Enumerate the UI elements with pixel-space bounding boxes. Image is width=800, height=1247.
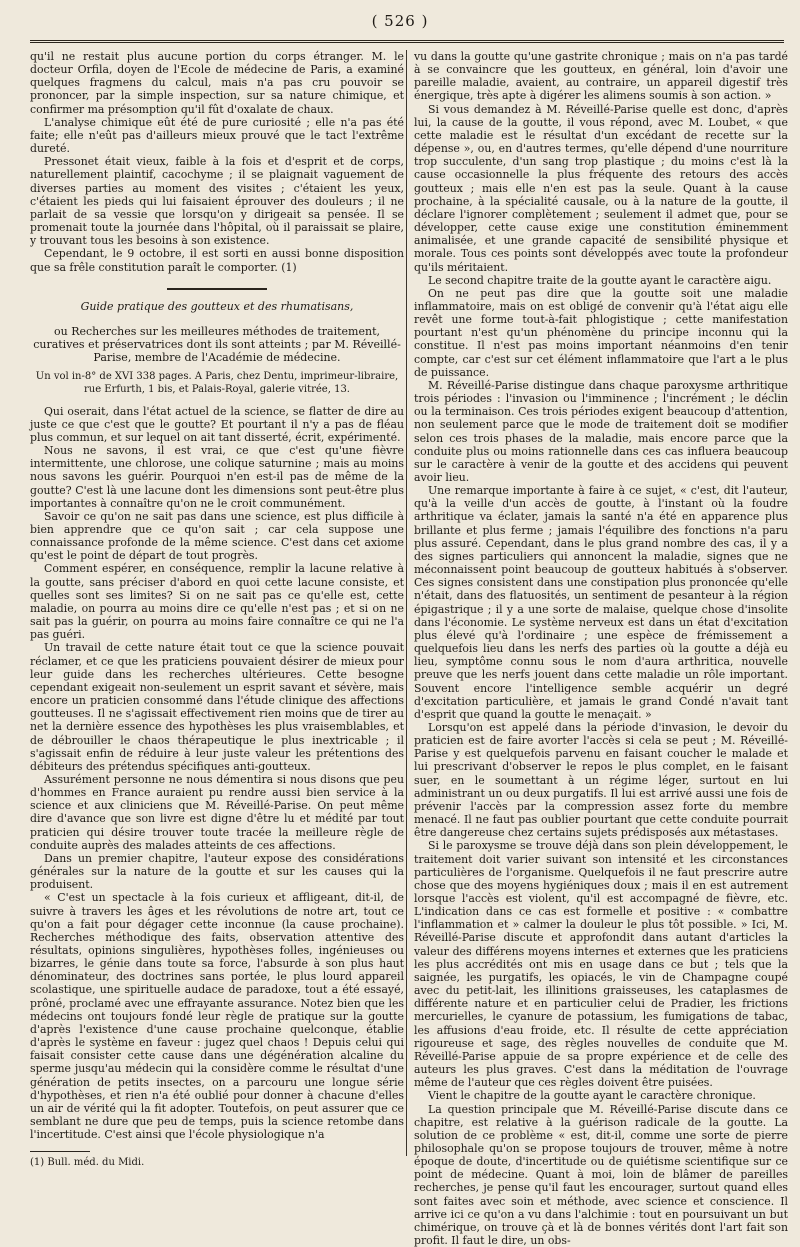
right-para-3: Le second chapitre traite de la goutte ayant le caractère aigu. bbox=[414, 274, 788, 287]
article-para-8: « C'est un spectacle à la fois curieux et affligeant, dit-il, de suivre à travers les âges et les révolutions de notre art, tout ce qu'on a fait pour dégager cette inconnue (la cause prochaine). Recherches méthodique des faits, observation attentive des résultats, opinions singulières, hypothèses folles, ingénieuses ou bizarres, le génie dans toute sa force, l'absurde à son plus haut dénominateur, des doctrines sans portée, le plus lourd appareil scolastique, une spirituelle audace de paradoxe, tout a été essayé, prôné, proclamé avec une effrayante assurance. Notez bien que les médecins ont toujours fondé leur règle de pratique sur la goutte d'après l'existence d'une cause prochaine quelconque, établie d'après le système en faveur : jugez quel chaos ! Depuis celui qui faisait consister cette cause dans une dégénération alcaline du sperme jusqu'au médecin qui la considère comme le résultat d'une génération de petits insectes, on a parcouru une longue série d'hypothèses, et rien n'a été oublié pour donner à chacune d'elles un air de vérité qui la fit adopter. Toutefois, on peut assurer que ce semblant ne dure que peu de temps, puis la science retombe dans l'incertitude. C'est ainsi que l'école physiologique n'a bbox=[30, 891, 404, 1141]
column-divider bbox=[406, 50, 407, 1156]
left-column bbox=[30, 50, 404, 1156]
right-para-5: M. Réveillé-Parise distingue dans chaque paroxysme arthritique trois périodes : l'invasion ou l'imminence ; l'incrément ; le déclin ou la terminaison. Ces trois périodes exigent beaucoup d'attention, non seulement parce que le mode de traitement doit se modifier selon ces trois phases de la maladie, mais encore parce que la conduite plus ou moins rationnelle dans ces cas influera beaucoup sur le caractère à venir de la goutte et des accidens qui peuvent avoir lieu. bbox=[414, 379, 788, 484]
left-para-4: Cependant, le 9 octobre, il est sorti en aussi bonne disposition que sa frêle constitution paraît le comporter. (1) bbox=[30, 247, 404, 273]
right-para-4: On ne peut pas dire que la goutte soit une maladie inflammatoire, mais on est obligé de convenir qu'à l'état aigu elle revêt une forme tout-à-fait phlogistique ; cette manifestation pourtant n'est qu'un phénomène du principe inconnu qui la constitue. Il n'est pas moins important néanmoins d'en tenir compte, car c'est sur cet élément inflammatoire que l'art a le plus de puissance. bbox=[414, 287, 788, 379]
right-para-10: La question principale que M. Réveillé-Parise discute dans ce chapitre, est relative à la guérison radicale de la goutte. La solution de ce problème « est, dit-il, comme une sorte de pierre philosophale qu'on se propose toujours de trouver, même à notre époque de doute, d'incertitude ou de quiétisme scientifique sur ce point de médecine. Quant à moi, loin de blâmer de pareilles recherches, je pense qu'il faut les encourager, surtout quand elles sont faites avec soin et méthode, avec science et conscience. Il arrive ici ce qu'on a vu dans l'alchimie : tout en poursuivant un but chimérique, on trouve çà et là de bonnes vérités dont l'art fait son profit. Il faut le dire, un obs- bbox=[414, 1103, 788, 1247]
left-para-1: qu'il ne restait plus aucune portion du corps étranger. M. le docteur Orfila, doyen de l'Ecole de médecine de Paris, a examiné quelques fragmens du calcul, mais n'a pas cru pouvoir se prononcer, par la simple inspection, sur sa nature chimique, et confirmer ma présomption qu'il fût d'oxalate de chaux. bbox=[30, 50, 404, 116]
footnote: (1) Bull. méd. du Midi. bbox=[30, 1156, 404, 1169]
right-column bbox=[414, 50, 788, 1156]
article-para-5: Un travail de cette nature était tout ce que la science pouvait réclamer, et ce que les praticiens pouvaient désirer de mieux pour leur guide dans les recherches ultérieures. Cette besogne cependant exigeait non-seulement un esprit savant et sévère, mais encore un praticien consommé dans l'étude clinique des affections goutteuses. Il ne s'agissait effectivement rien moins que de tirer au net la dernière essence des hypothèses les plus vraisemblables, et de débrouiller le chaos thérapeutique le plus inextricable ; il s'agissait enfin de réduire à leur juste valeur les prétentions des débiteurs des prétendus spécifiques anti-goutteux. bbox=[30, 641, 404, 773]
left-para-2: L'analyse chimique eût été de pure curiosité ; elle n'a pas été faite; elle n'eût pas d'ailleurs mieux prouvé que le tact l'extrême dureté. bbox=[30, 116, 404, 155]
right-para-9: Vient le chapitre de la goutte ayant le caractère chronique. bbox=[414, 1089, 788, 1102]
page-number: ( 526 ) bbox=[0, 12, 800, 30]
article-bibliography: Un vol in-8° de XVI 338 pages. A Paris, chez Dentu, imprimeur-libraire, rue Erfurth, 1 bis, et Palais-Royal, galerie vitrée, 13. bbox=[30, 370, 404, 396]
article-para-3: Savoir ce qu'on ne sait pas dans une science, est plus difficile à bien apprendre que ce qu'on sait ; car cela suppose une connaissance profonde de la même science. C'est dans cet axiome qu'est le point de départ de tout progrès. bbox=[30, 510, 404, 563]
article-para-1: Qui oserait, dans l'état actuel de la science, se flatter de dire au juste ce que c'est que le goutte? Et pourtant il n'y a pas de fléau plus commun, et sur lequel on ait tant disserté, écrit, expérimenté. bbox=[30, 405, 404, 444]
footnote-rule bbox=[30, 1151, 90, 1152]
article-para-6: Assurément personne ne nous démentira si nous disons que peu d'hommes en France auraient pu rendre aussi bien service à la science et aux cliniciens que M. Réveillé-Parise. On peut même dire d'avance que son livre est digne d'être lu et médité par tout praticien qui désire trouver toute tracée la meilleure règle de conduite auprès des malades atteints de ces affections. bbox=[30, 773, 404, 852]
right-para-6: Une remarque importante à faire à ce sujet, « c'est, dit l'auteur, qu'à la veille d'un accès de goutte, à l'instant où la foudre arthritique va éclater, jamais la santé n'a été en apparence plus brillante et plus ferme ; jamais l'équilibre des fonctions n'a paru plus assuré. Cependant, dans le plus grand nombre des cas, il y a des signes particuliers qui annoncent la maladie, signes que ne méconnaissent point beaucoup de goutteux habitués à s'observer. Ces signes consistent dans une constipation plus prononcée qu'elle n'était, dans des flatuosités, un sentiment de pesanteur à la région épigastrique ; il y a une sorte de malaise, quelque chose d'insolite dans l'économie. Le système nerveux est dans un état d'excitation plus élevé qu'à l'ordinaire ; une espèce de frémissement a quelquefois lieu dans les nerfs des parties où la goutte a déjà eu lieu, symptôme connu sous le nom d'aura arthritica, nouvelle preuve que les nerfs jouent dans cette maladie un rôle important. Souvent encore l'intelligence semble acquérir un degré d'excitation particulière, et jamais le grand Condé n'avait tant d'esprit que quand la goutte le menaçait. » bbox=[414, 484, 788, 721]
right-para-2: Si vous demandez à M. Réveillé-Parise quelle est donc, d'après lui, la cause de la goutte, il vous répond, avec M. Loubet, « que cette maladie est le résultat d'un excédant de recette sur la dépense », ou, en d'autres termes, qu'elle dépend d'une nourriture trop succulente, d'un sang trop plastique ; du moins c'est là la cause occasionnelle la plus fréquente des retours des accès goutteux ; mais elle n'en est pas la seule. Quant à la cause prochaine, à la spécialité causale, ou à la nature de la goutte, il déclare l'ignorer complètement ; seulement il admet que, pour se développer, cette cause exige une constitution éminemment animalisée, et une grande capacité de sensibilité physique et morale. Tous ces points sont développés avec toute la profondeur qu'ils méritaient. bbox=[414, 103, 788, 274]
article-title: Guide pratique des goutteux et des rhumatisans, bbox=[30, 300, 404, 313]
article-subtitle: ou Recherches sur les meilleures méthodes de traitement, curatives et préservatrices dont ils sont atteints ; par M. Réveillé-Parise, membre de l'Académie de médecine. bbox=[30, 325, 404, 364]
left-para-3: Pressonet était vieux, faible à la fois et d'esprit et de corps, naturellement plaintif, cacochyme ; il se plaignait vaguement de diverses parties au moment des visites ; c'étaient les yeux, c'étaient les pieds qui lui faisaient éprouver des douleurs ; il ne parlait de sa vessie que lorsqu'on y dirigeait sa pensée. Il se promenait toute la journée dans l'hôpital, où il paraissait se plaire, y trouvant tous les besoins à son existence. bbox=[30, 155, 404, 247]
article-para-4: Comment espérer, en conséquence, remplir la lacune relative à la goutte, sans préciser d'abord en quoi cette lacune consiste, et quelles sont ses limites? Si on ne sait pas ce qu'elle est, cette maladie, on pourra au moins dire ce qu'elle n'est pas ; et si on ne sait pas la guérir, on pourra au moins faire connaître ce qui ne l'a pas guéri. bbox=[30, 562, 404, 641]
right-para-1: vu dans la goutte qu'une gastrite chronique ; mais on n'a pas tardé à se convaincre que les goutteux, en général, loin d'avoir une pareille maladie, avaient, au contraire, un appareil digestif très énergique, très apte à digérer les alimens soumis à son action. » bbox=[414, 50, 788, 103]
section-separator bbox=[167, 288, 267, 290]
header-rule bbox=[30, 40, 784, 43]
right-para-7: Lorsqu'on est appelé dans la période d'invasion, le devoir du praticien est de faire avorter l'accès si cela se peut ; M. Réveillé-Parise y est quelquefois parvenu en faisant coucher le malade et lui prescrivant d'observer le repos le plus complet, en le faisant suer, en le soumettant à un régime léger, surtout en lui administrant un ou deux purgatifs. Il lui est arrivé aussi une fois de prévenir l'accès par la compression assez forte du membre menacé. Il ne faut pas oublier pourtant que cette conduite pourrait être dangereuse chez certains sujets prédisposés aux métastases. bbox=[414, 721, 788, 839]
right-para-8: Si le paroxysme se trouve déjà dans son plein développement, le traitement doit varier suivant son intensité et les circonstances particulières de l'organisme. Quelquefois il ne faut prescrire autre chose que des moyens hygiéniques doux ; mais il en est autrement lorsque l'accès est violent, qu'il est accompagné de fièvre, etc. L'indication dans ce cas est formelle et positive : « combattre l'inflammation et » calmer la douleur le plus tôt possible. » Ici, M. Réveillé-Parise discute et approfondit dans autant d'articles la valeur des différens moyens internes et externes que les praticiens les plus accrédités ont mis en usage dans ce but ; tels que la saignée, les purgatifs, les opiacés, le vin de Champagne coupé avec du petit-lait, les illinitions graisseuses, les cataplasmes de différente nature et en particulier celui de Pradier, les frictions mercurielles, le cyanure de potassium, les fumigations de tabac, les affusions d'eau froide, etc. Il résulte de cette appréciation rigoureuse et sage, des règles nouvelles de conduite que M. Réveillé-Parise appuie de sa propre expérience et de celle des auteurs les plus graves. C'est dans la méditation de l'ouvrage même de l'auteur que ces règles doivent être puisées. bbox=[414, 839, 788, 1089]
article-para-7: Dans un premier chapitre, l'auteur expose des considérations générales sur la nature de la goutte et sur les causes qui la produisent. bbox=[30, 852, 404, 891]
article-para-2: Nous ne savons, il est vrai, ce que c'est qu'une fièvre intermittente, une chlorose, une colique saturnine ; mais au moins nous savons les guérir. Pourquoi n'en est-il pas de même de la goutte? C'est là une lacune dont les dimensions sont peut-être plus importantes à connaître qu'on ne le croit communément. bbox=[30, 444, 404, 510]
